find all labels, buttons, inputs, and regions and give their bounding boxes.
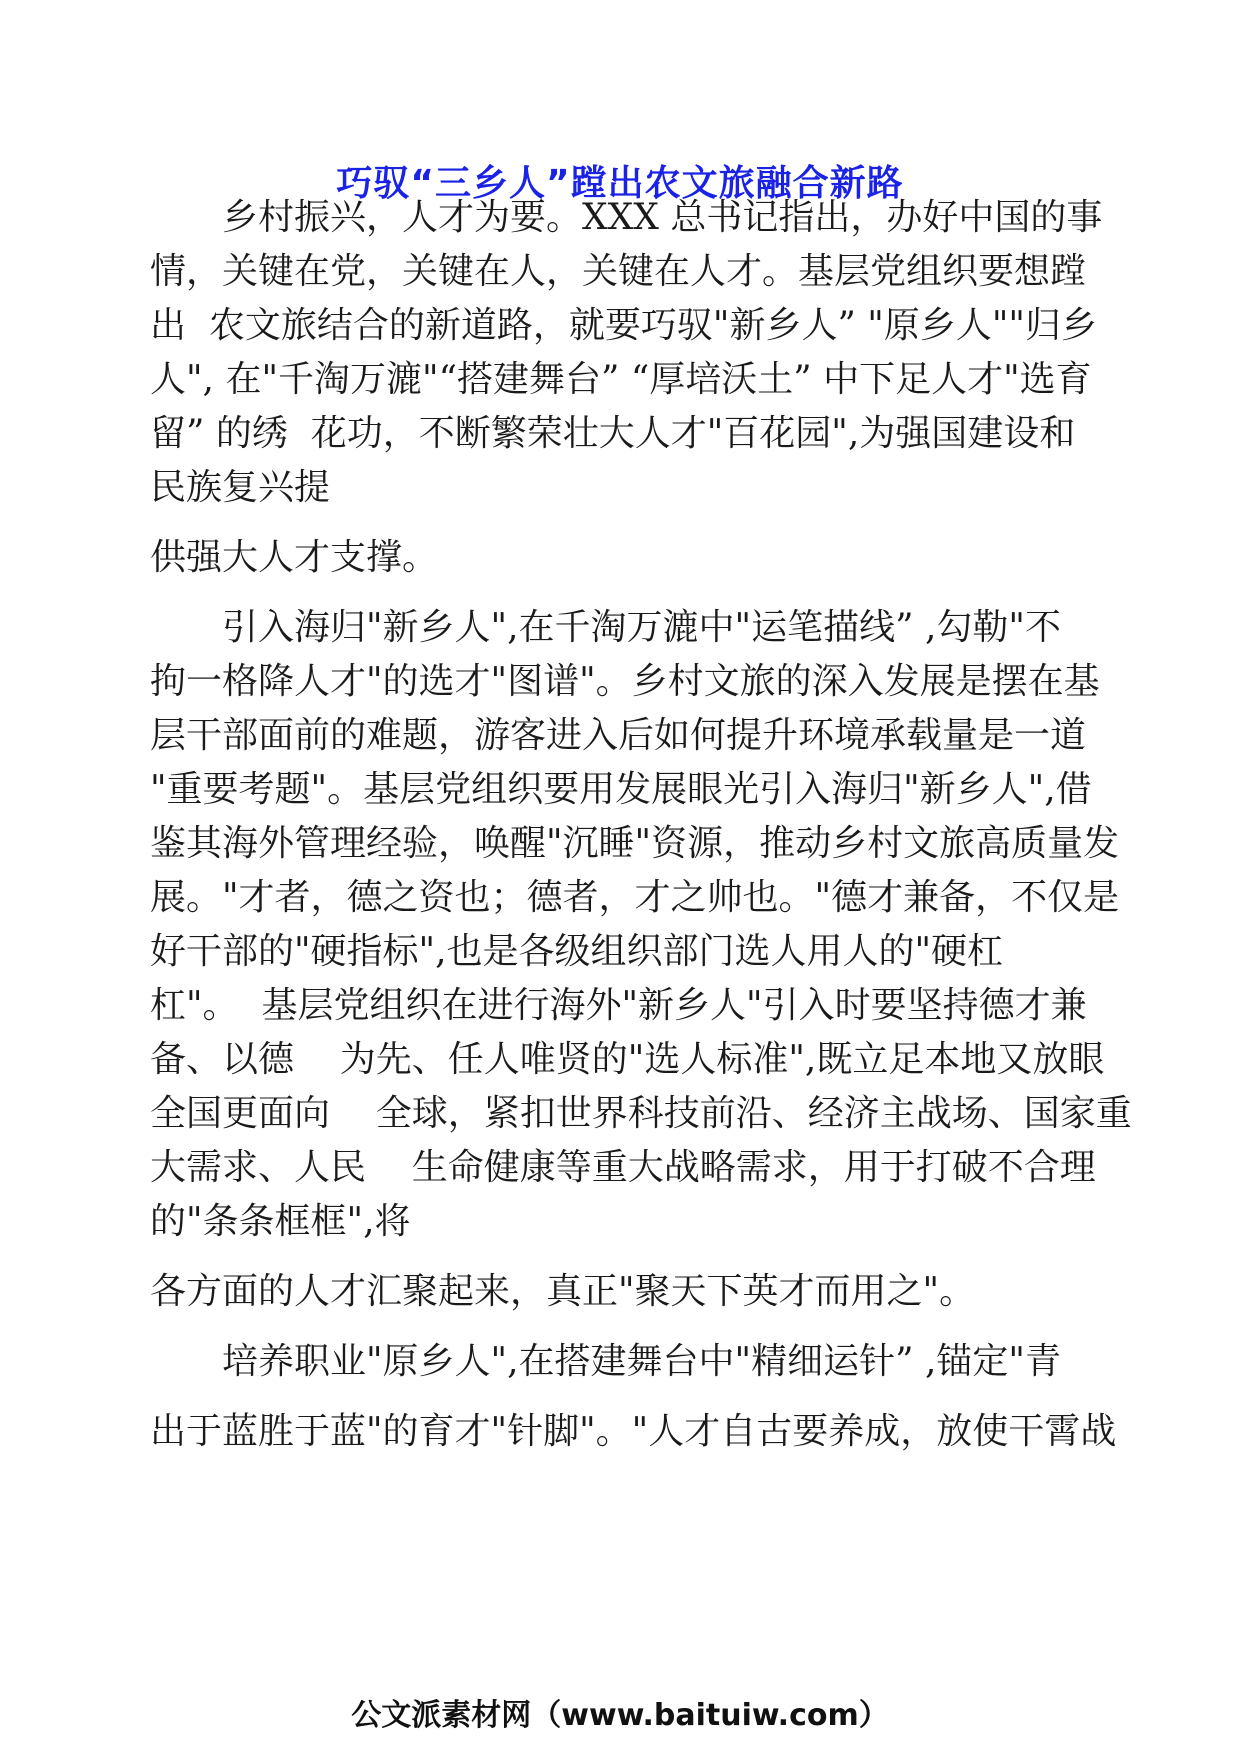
body-line: 好干部的"硬指标",也是各级组织部门选人用人的"硬杠 — [150, 931, 1004, 972]
body-line: 各方面的人才汇聚起来，真正"聚天下英才而用之"。 — [150, 1271, 976, 1312]
body-line: 留” 的绣 花功，不断繁荣壮大人才"百花园",为强国建设和 — [150, 413, 1076, 454]
body-line: 大需求、人民 生命健康等重大战略需求，用于打破不合理 — [150, 1147, 1096, 1188]
body-line: 拘一格降人才"的选才"图谱"。乡村文旅的深入发展是摆在基 — [150, 661, 1100, 702]
body-line: 杠"。 基层党组织在进行海外"新乡人"引入时要坚持德才兼 — [150, 985, 1087, 1026]
body-line: 供强大人才支撑。 — [150, 537, 439, 578]
body-line: 展。"才者，德之资也；德者，才之帅也。"德才兼备，不仅是 — [150, 877, 1120, 918]
body-line: 备、以德 为先、任人唯贤的"选人标准",既立足本地又放眼 — [150, 1039, 1105, 1080]
body-line: 培养职业"原乡人",在搭建舞台中"精细运针” ,锚定"青 — [222, 1341, 1061, 1382]
body-line: 全国更面向 全球，紧扣世界科技前沿、经济主战场、国家重 — [150, 1093, 1132, 1134]
body-line: 乡村振兴，人才为要。XXX 总书记指出，办好中国的事 — [222, 197, 1103, 238]
page-footer: 公文派素材网（www.baituiw.com） — [351, 1698, 889, 1733]
body-line: 鉴其海外管理经验，唤醒"沉睡"资源，推动乡村文旅高质量发 — [150, 823, 1120, 864]
body-line: 层干部面前的难题，游客进入后如何提升环境承载量是一道 — [150, 715, 1087, 756]
document-title: 巧驭“三乡人”蹚出农文旅融合新路 — [336, 163, 904, 204]
body-line: 情，关键在党，关键在人，关键在人才。基层党组织要想蹚 — [150, 251, 1087, 292]
body-line: 出于蓝胜于蓝"的育才"针脚"。"人才自古要养成，放使干霄战 — [150, 1411, 1117, 1452]
body-line: "重要考题"。基层党组织要用发展眼光引入海归"新乡人",借 — [150, 769, 1092, 810]
body-line: 人", 在"千淘万漉"“搭建舞台” “厚培沃土” 中下足人才"选育 — [150, 359, 1092, 400]
body-line: 引入海归"新乡人",在千淘万漉中"运笔描线” ,勾勒"不 — [222, 607, 1061, 648]
body-line: 出 农文旅结合的新道路，就要巧驭"新乡人” "原乡人""归乡 — [150, 305, 1097, 346]
body-line: 民族复兴提 — [150, 467, 331, 508]
body-line: 的"条条框框",将 — [150, 1201, 411, 1242]
